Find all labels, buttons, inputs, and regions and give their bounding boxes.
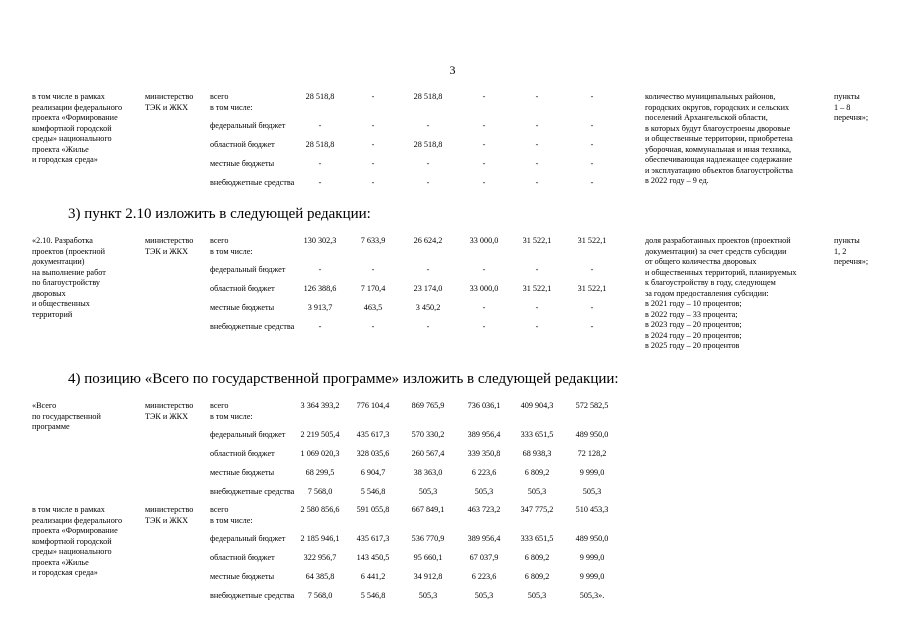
value-cell: - (535, 92, 539, 101)
value-cell: 9 999,0 (579, 572, 605, 581)
value-cell: - (318, 159, 322, 168)
value-cell: 7 568,0 (307, 591, 333, 600)
row-label: «Всего по государственной программе (32, 401, 101, 431)
value-cell: - (535, 265, 539, 274)
value-cell: 5 546,8 (360, 487, 386, 496)
value-cell: 1 069 020,3 (300, 449, 340, 458)
value-cell: - (318, 265, 322, 274)
value-cell: - (535, 159, 539, 168)
funding-source: внебюджетные средства (210, 178, 295, 187)
value-cell: 667 849,1 (411, 505, 445, 514)
value-cell: 389 956,4 (467, 430, 501, 439)
value-cell: - (426, 159, 430, 168)
funding-source: всего в том числе: (210, 92, 253, 112)
funding-source: федеральный бюджет (210, 265, 286, 274)
value-cell: 2 219 505,4 (300, 430, 340, 439)
value-cell: 6 441,2 (360, 572, 386, 581)
value-cell: 409 904,3 (520, 401, 554, 410)
funding-source: местные бюджеты (210, 159, 275, 168)
funding-source: местные бюджеты (210, 572, 275, 581)
value-cell: - (371, 92, 375, 101)
value-cell: - (318, 322, 322, 331)
value-cell: 505,3 (474, 591, 494, 600)
ministry-cell: министерство ТЭК и ЖКХ (145, 505, 194, 525)
value-cell: - (371, 121, 375, 130)
value-cell: - (482, 92, 486, 101)
value-cell: 26 624,2 (413, 236, 443, 245)
value-cell: - (535, 303, 539, 312)
value-cell: 6 809,2 (524, 553, 550, 562)
value-cell: 2 185 946,1 (300, 534, 340, 543)
value-cell: 34 912,8 (413, 572, 443, 581)
value-cell: - (482, 159, 486, 168)
value-cell: 869 765,9 (411, 401, 445, 410)
value-cell: 536 770,9 (411, 534, 445, 543)
value-cell: - (426, 178, 430, 187)
value-cell: - (590, 303, 594, 312)
value-cell: - (426, 322, 430, 331)
value-cell: 126 388,6 (303, 284, 337, 293)
value-cell: 572 582,5 (575, 401, 609, 410)
ministry-cell: министерство ТЭК и ЖКХ (145, 92, 194, 112)
funding-source: областной бюджет (210, 553, 275, 562)
funding-source: местные бюджеты (210, 303, 275, 312)
value-cell: 3 913,7 (307, 303, 333, 312)
value-cell: 3 364 393,2 (300, 401, 340, 410)
value-cell: - (318, 121, 322, 130)
funding-source: областной бюджет (210, 284, 275, 293)
funding-source: федеральный бюджет (210, 121, 286, 130)
value-cell: - (590, 121, 594, 130)
value-cell: - (482, 140, 486, 149)
value-cell: 6 809,2 (524, 572, 550, 581)
ministry-cell: министерство ТЭК и ЖКХ (145, 236, 194, 256)
value-cell: 33 000,0 (469, 284, 499, 293)
value-cell: - (535, 121, 539, 130)
value-cell: 339 350,8 (467, 449, 501, 458)
value-cell: 67 037,9 (469, 553, 499, 562)
value-cell: 72 128,2 (577, 449, 607, 458)
value-cell: 776 104,4 (356, 401, 390, 410)
funding-source: внебюджетные средства (210, 322, 295, 331)
value-cell: 28 518,8 (413, 140, 443, 149)
list-points: пункты 1 – 8 перечня»; (834, 92, 869, 122)
funding-source: всего в том числе: (210, 401, 253, 421)
value-cell: 328 035,6 (356, 449, 390, 458)
value-cell: - (371, 159, 375, 168)
value-cell: - (482, 178, 486, 187)
page-number: 3 (449, 63, 456, 77)
list-points: пункты 1, 2 перечня»; (834, 236, 869, 266)
value-cell: 591 055,8 (356, 505, 390, 514)
value-cell: 28 518,8 (413, 92, 443, 101)
value-cell: 505,3 (527, 487, 547, 496)
value-cell: 505,3». (579, 591, 605, 600)
value-cell: 333 651,5 (520, 534, 554, 543)
value-cell: - (482, 322, 486, 331)
funding-source: местные бюджеты (210, 468, 275, 477)
indicator-description: доля разработанных проектов (проектной документации) за счет средств субсидии от общего количества дворовых и общественных территорий, планируемых к благоустройству в году, следующем за годом предоставления субсидии: в 2021 году – 10 процентов; в 2022 году – 33 процента; в 2023 году – 20 процентов; в 2024 году – 20 процентов; в 2025 году – 20 процентов (645, 236, 797, 350)
value-cell: - (426, 121, 430, 130)
value-cell: - (590, 178, 594, 187)
value-cell: 130 302,3 (303, 236, 337, 245)
value-cell: 322 956,7 (303, 553, 337, 562)
value-cell: 489 950,0 (575, 430, 609, 439)
value-cell: 31 522,1 (577, 284, 607, 293)
value-cell: 68 938,3 (522, 449, 552, 458)
value-cell: 505,3 (527, 591, 547, 600)
value-cell: 38 363,0 (413, 468, 443, 477)
funding-source: внебюджетные средства (210, 487, 295, 496)
value-cell: 28 518,8 (305, 140, 335, 149)
funding-source: внебюджетные средства (210, 591, 295, 600)
value-cell: 505,3 (474, 487, 494, 496)
value-cell: 3 450,2 (415, 303, 441, 312)
funding-source: областной бюджет (210, 449, 275, 458)
value-cell: 570 330,2 (411, 430, 445, 439)
row-label: в том числе в рамках реализации федерального проекта «Формирование комфортной городской среды» национального проекта «Жилье и городская среда» (32, 92, 123, 164)
value-cell: - (482, 303, 486, 312)
value-cell: 9 999,0 (579, 468, 605, 477)
value-cell: 333 651,5 (520, 430, 554, 439)
value-cell: 736 036,1 (467, 401, 501, 410)
value-cell: 23 174,0 (413, 284, 443, 293)
value-cell: 143 450,5 (356, 553, 390, 562)
section-heading-4: 4) позицию «Всего по государственной программе» изложить в следующей редакции: (68, 371, 619, 387)
value-cell: - (371, 178, 375, 187)
value-cell: - (371, 265, 375, 274)
funding-source: областной бюджет (210, 140, 275, 149)
value-cell: 31 522,1 (577, 236, 607, 245)
value-cell: 6 904,7 (360, 468, 386, 477)
value-cell: 505,3 (418, 487, 438, 496)
value-cell: - (535, 178, 539, 187)
value-cell: 6 809,2 (524, 468, 550, 477)
value-cell: 435 617,3 (356, 430, 390, 439)
value-cell: 31 522,1 (522, 284, 552, 293)
value-cell: - (482, 265, 486, 274)
value-cell: 510 453,3 (575, 505, 609, 514)
value-cell: 95 660,1 (413, 553, 443, 562)
ministry-cell: министерство ТЭК и ЖКХ (145, 401, 194, 421)
section-heading-3: 3) пункт 2.10 изложить в следующей редакции: (68, 206, 371, 222)
value-cell: 7 568,0 (307, 487, 333, 496)
value-cell: - (371, 322, 375, 331)
value-cell: 33 000,0 (469, 236, 499, 245)
indicator-description: количество муниципальных районов, городских округов, городских и сельских поселений Архангельской области, в которых будут благоустроены дворовые и общественные территории, приобретена уборочная, коммунальная и иная техника, обеспечивающая надлежащее содержание и эксплуатацию объектов благоустройства в 2022 году – 9 ед. (645, 92, 793, 185)
row-label: в том числе в рамках реализации федерального проекта «Формирование комфортной городской среды» национального проекта «Жилье и городская среда» (32, 505, 123, 577)
value-cell: 260 567,4 (411, 449, 445, 458)
funding-source: федеральный бюджет (210, 430, 286, 439)
value-cell: 28 518,8 (305, 92, 335, 101)
value-cell: 505,3 (582, 487, 602, 496)
value-cell: - (318, 178, 322, 187)
value-cell: - (426, 265, 430, 274)
value-cell: 7 633,9 (360, 236, 386, 245)
value-cell: 31 522,1 (522, 236, 552, 245)
value-cell: - (590, 140, 594, 149)
value-cell: 7 170,4 (360, 284, 386, 293)
value-cell: 64 385,8 (305, 572, 335, 581)
value-cell: - (590, 92, 594, 101)
value-cell: 435 617,3 (356, 534, 390, 543)
funding-source: федеральный бюджет (210, 534, 286, 543)
value-cell: 463 723,2 (467, 505, 501, 514)
value-cell: 6 223,6 (471, 468, 497, 477)
value-cell: - (482, 121, 486, 130)
value-cell: 5 546,8 (360, 591, 386, 600)
value-cell: 9 999,0 (579, 553, 605, 562)
value-cell: 68 299,5 (305, 468, 335, 477)
row-label: «2.10. Разработка проектов (проектной документации) на выполнение работ по благоустройству дворовых и общественных территорий (32, 236, 106, 319)
value-cell: - (590, 265, 594, 274)
value-cell: 6 223,6 (471, 572, 497, 581)
value-cell: - (590, 322, 594, 331)
value-cell: - (371, 140, 375, 149)
value-cell: 2 580 856,6 (300, 505, 340, 514)
value-cell: 505,3 (418, 591, 438, 600)
value-cell: 347 775,2 (520, 505, 554, 514)
value-cell: 489 950,0 (575, 534, 609, 543)
funding-source: всего в том числе: (210, 505, 253, 525)
value-cell: 389 956,4 (467, 534, 501, 543)
value-cell: - (590, 159, 594, 168)
funding-source: всего в том числе: (210, 236, 253, 256)
value-cell: - (535, 322, 539, 331)
value-cell: - (535, 140, 539, 149)
value-cell: 463,5 (363, 303, 383, 312)
